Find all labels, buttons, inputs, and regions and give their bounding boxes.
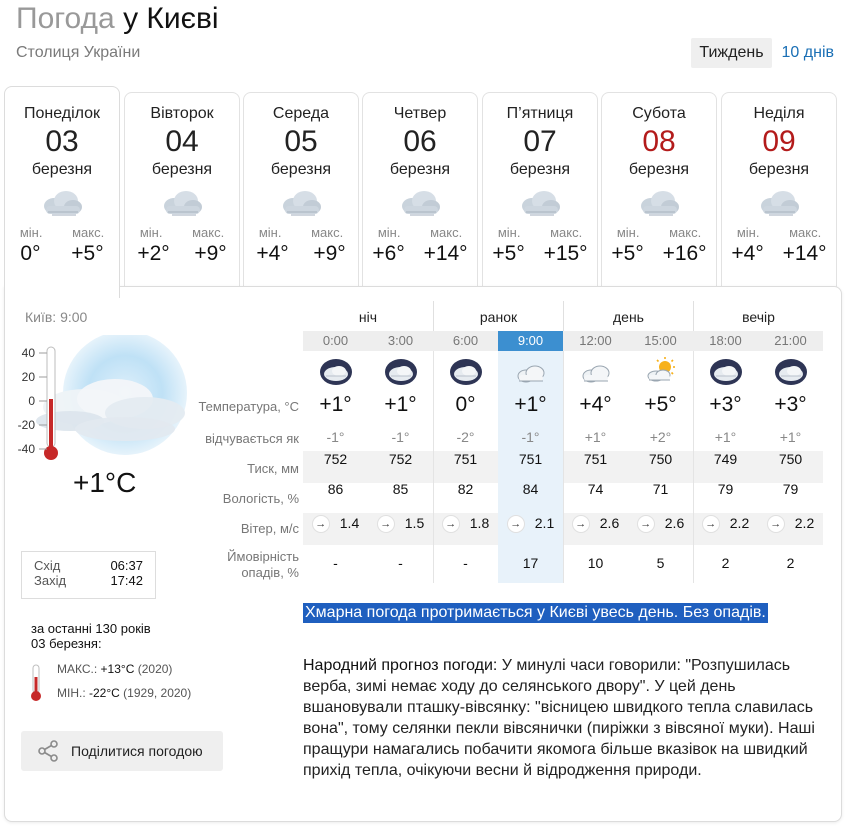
hour-wind (563, 515, 628, 533)
label-precip-2: опадів, % (241, 565, 299, 580)
hour-feels: -1° (326, 429, 345, 445)
wind-speed: 2.2 (729, 515, 750, 531)
day-number: 03 (45, 125, 79, 158)
max-temp: +9° (313, 242, 346, 265)
max-temp: +14° (423, 242, 468, 265)
max-label: макс. (311, 225, 344, 240)
folk-text: У минулі часи говорили: "Розпушилась верба, зимі немає ходу до селянського двору". У цей день вшановували пташку-вівсянку: "вісницею швидкого тепла славилась вона", тому селянки пекли вівсянички (пиріжки з вівсяної муки). Наші пращури намагались побачити якомога більше вказівок на швидкий прихід тепла, очікуючи весни й відродження природи. (303, 657, 815, 779)
day-tab[interactable] (482, 92, 598, 288)
share-weather-button[interactable] (21, 731, 223, 771)
day-month: березня (389, 161, 451, 178)
hour-humidity: 79 (782, 481, 799, 497)
history-max-label: МАКС.: (57, 662, 98, 676)
day-number: 06 (403, 125, 437, 158)
label-pressure: Тиск, мм (247, 461, 299, 476)
max-temp: +14° (782, 242, 827, 265)
hour-feels: +1° (779, 429, 802, 445)
period-switch (691, 38, 834, 68)
day-month: березня (509, 161, 571, 178)
history-min-value: -22°C (89, 686, 120, 700)
wind-arrow-icon: → (312, 515, 330, 533)
hour-wind (693, 515, 758, 533)
hour-humidity: 86 (327, 481, 344, 497)
hour-feels: +2° (649, 429, 672, 445)
hour-label: 0:00 (322, 333, 349, 348)
min-temp: +2° (137, 242, 170, 265)
scale-label: -40 (17, 442, 35, 456)
hour-precip: - (333, 555, 338, 571)
thermometer-icon (15, 343, 71, 465)
min-label: мін. (497, 225, 521, 240)
hour-pressure: 751 (518, 451, 543, 467)
hour-column (693, 351, 758, 583)
max-temp: +9° (194, 242, 227, 265)
sun-times (21, 551, 156, 599)
hour-feels: +1° (584, 429, 607, 445)
day-number: 08 (642, 125, 676, 158)
label-wind: Вітер, м/с (240, 521, 299, 536)
wind-arrow-icon: → (572, 515, 590, 533)
hour-precip: - (398, 555, 403, 571)
period-label: ранок (433, 301, 563, 331)
day-number: 04 (165, 125, 199, 158)
max-temp: +16° (662, 242, 707, 265)
current-temperature: +1°C (73, 467, 137, 498)
wind-speed: 1.4 (339, 515, 360, 531)
day-month: березня (748, 161, 810, 178)
sunrise-label: Схід (34, 558, 61, 573)
hour-pressure: 752 (323, 451, 348, 467)
page-subtitle: Столиця України (16, 44, 141, 61)
history-max (57, 657, 191, 681)
history-title (31, 621, 151, 651)
sunrise-time: 06:37 (110, 558, 143, 573)
label-precip-1: Ймовірність (227, 549, 299, 564)
sunset-time: 17:42 (110, 573, 143, 588)
hour-column (498, 351, 563, 583)
hour-temp: 0° (455, 393, 476, 416)
period-label: вечір (693, 301, 823, 331)
hour-column (628, 351, 693, 583)
period-label: день (563, 301, 693, 331)
history-line: за останні 130 років (31, 621, 151, 636)
hour-precip: 10 (587, 555, 604, 571)
cloud-icon (579, 363, 613, 390)
hour-feels: +1° (714, 429, 737, 445)
share-label: Поділитися погодою (71, 743, 203, 759)
hour-feels: -2° (456, 429, 475, 445)
hour-humidity: 82 (457, 481, 474, 497)
hour-wind (433, 515, 498, 533)
hour-pressure: 749 (713, 451, 738, 467)
hour-precip: 2 (721, 555, 730, 571)
cloudy-icon (125, 187, 239, 219)
wind-arrow-icon: → (702, 515, 720, 533)
hour-pressure: 750 (648, 451, 673, 467)
hour-feels: -1° (521, 429, 540, 445)
day-month: березня (151, 161, 213, 178)
night-cloudy-icon (384, 357, 418, 392)
wind-speed: 2.1 (534, 515, 555, 531)
day-name: Вівторок (150, 105, 214, 122)
scale-label: -20 (17, 418, 35, 432)
day-number: 09 (762, 125, 796, 158)
cloudy-icon (722, 187, 836, 219)
max-label: макс. (430, 225, 463, 240)
hourly-header (303, 301, 823, 351)
history-max-years: (2020) (137, 662, 173, 676)
label-humidity: Вологість, % (222, 491, 299, 506)
day-month: березня (31, 161, 93, 178)
current-time-label: Київ: 9:00 (25, 309, 88, 325)
day-name: Четвер (393, 105, 447, 122)
hour-pressure: 750 (778, 451, 803, 467)
hour-temp: +3° (774, 393, 807, 416)
hour-feels: -1° (391, 429, 410, 445)
min-temp: 0° (20, 242, 41, 265)
history-min (57, 681, 191, 705)
min-temp: +5° (611, 242, 644, 265)
hour-precip: 5 (656, 555, 665, 571)
day-tab[interactable] (362, 92, 478, 288)
hour-wind (303, 515, 368, 533)
hour-precip: 2 (786, 555, 795, 571)
cloudy-icon (363, 187, 477, 219)
hour-pressure: 751 (583, 451, 608, 467)
day-detail-panel (4, 286, 842, 822)
day-name: Середа (272, 105, 330, 122)
hour-pressure: 752 (388, 451, 413, 467)
hour-column (563, 351, 628, 583)
scale-label: 40 (21, 346, 35, 360)
wind-speed: 1.8 (469, 515, 490, 531)
label-temperature: Температура, °C (198, 399, 299, 414)
cloudy-icon (602, 187, 716, 219)
hour-label: 18:00 (709, 333, 742, 348)
min-label: мін. (616, 225, 640, 240)
hour-humidity: 71 (652, 481, 669, 497)
hour-label: 3:00 (387, 333, 414, 348)
hour-temp: +1° (514, 393, 547, 416)
period-label: ніч (358, 309, 378, 325)
min-label: мін. (19, 225, 43, 240)
min-temp: +5° (492, 242, 525, 265)
hour-humidity: 79 (717, 481, 734, 497)
min-label: мін. (139, 225, 163, 240)
day-name: Понеділок (23, 105, 101, 122)
hour-label: 15:00 (644, 333, 677, 348)
hour-label: 21:00 (774, 333, 807, 348)
cloudy-icon (5, 187, 119, 219)
min-label: мін. (377, 225, 401, 240)
day-month: березня (270, 161, 332, 178)
folk-label: Народний прогноз погоди: (303, 657, 498, 674)
ten-days-link[interactable]: 10 днів (781, 44, 834, 61)
hour-column (433, 351, 498, 583)
wind-speed: 2.2 (794, 515, 815, 531)
hour-wind (758, 515, 823, 533)
hour-humidity: 84 (522, 481, 539, 497)
hour-temp: +4° (579, 393, 612, 416)
cloud-icon (514, 363, 548, 390)
min-label: мін. (258, 225, 282, 240)
hour-precip: 17 (522, 555, 539, 571)
min-temp: +4° (256, 242, 289, 265)
hour-wind (368, 515, 433, 533)
night-cloudy-icon (774, 357, 808, 392)
max-label: макс. (72, 225, 105, 240)
hour-column (368, 351, 433, 583)
hour-temp: +3° (709, 393, 742, 416)
history-min-label: МІН.: (57, 686, 86, 700)
history-records (27, 657, 192, 705)
wind-speed: 2.6 (599, 515, 620, 531)
wind-arrow-icon: → (442, 515, 460, 533)
day-number: 05 (284, 125, 318, 158)
title-prefix: Погода (16, 2, 115, 35)
wind-arrow-icon: → (637, 515, 655, 533)
wind-arrow-icon: → (767, 515, 785, 533)
wind-speed: 2.6 (664, 515, 685, 531)
day-tab[interactable] (4, 86, 120, 298)
min-temp: +4° (731, 242, 764, 265)
wind-speed: 1.5 (404, 515, 425, 531)
day-month: березня (628, 161, 690, 178)
hour-wind (628, 515, 693, 533)
history-min-years: (1929, 2020) (123, 686, 192, 700)
hour-humidity: 85 (392, 481, 409, 497)
hour-pressure: 751 (453, 451, 478, 467)
share-icon (37, 740, 59, 762)
day-name: Неділя (753, 105, 805, 122)
max-label: макс. (669, 225, 702, 240)
night-cloudy-icon (449, 357, 483, 392)
sunset-label: Захід (34, 573, 67, 588)
wind-arrow-icon: → (507, 515, 525, 533)
sun-cloud-icon (644, 357, 678, 390)
max-label: макс. (550, 225, 583, 240)
wind-arrow-icon: → (377, 515, 395, 533)
history-max-value: +13°C (100, 662, 135, 676)
small-thermometer-icon (27, 663, 45, 703)
min-temp: +6° (372, 242, 405, 265)
folk-forecast (303, 655, 825, 781)
hour-precip: - (463, 555, 468, 571)
cloudy-icon (244, 187, 358, 219)
page-title (16, 2, 219, 36)
day-tab[interactable] (601, 92, 717, 288)
max-label: макс. (192, 225, 225, 240)
max-label: макс. (789, 225, 822, 240)
day-tabs (4, 86, 842, 286)
hour-temp: +5° (644, 393, 677, 416)
hour-temp: +1° (384, 393, 417, 416)
scale-label: 20 (21, 370, 35, 384)
day-name: П’ятниця (506, 105, 574, 122)
title-city: у Києві (123, 2, 219, 35)
weather-summary: Хмарна погода протримається у Києві увесь день. Без опадів. (305, 604, 766, 621)
hour-column (303, 351, 368, 583)
hour-temp: +1° (319, 393, 352, 416)
hour-label: 6:00 (452, 333, 479, 348)
day-tab[interactable] (124, 92, 240, 288)
hour-wind (498, 515, 563, 533)
night-cloudy-icon (709, 357, 743, 392)
hour-label: 12:00 (579, 333, 612, 348)
night-cloudy-icon (319, 357, 353, 392)
hour-column (758, 351, 823, 583)
hour-humidity: 74 (587, 481, 604, 497)
day-name: Субота (632, 105, 686, 122)
label-feels-like: відчувається як (205, 431, 299, 446)
cloudy-icon (483, 187, 597, 219)
day-number: 07 (523, 125, 557, 158)
max-temp: +5° (71, 242, 104, 265)
min-label: мін. (736, 225, 760, 240)
week-tab[interactable]: Тиждень (691, 38, 771, 68)
hour-label: 9:00 (498, 331, 563, 351)
history-date: 03 березня: (31, 636, 102, 651)
max-temp: +15° (543, 242, 588, 265)
day-tab[interactable] (243, 92, 359, 288)
scale-label: 0 (28, 394, 35, 408)
day-tab[interactable] (721, 92, 837, 288)
